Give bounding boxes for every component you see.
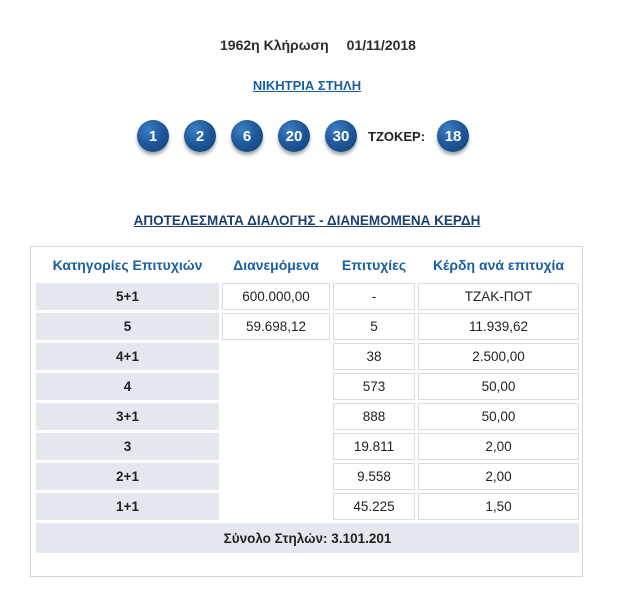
winners-cell: 5 <box>333 313 415 340</box>
number-ball: 20 <box>278 120 310 152</box>
prize-cell: 50,00 <box>418 403 579 430</box>
winners-cell: 38 <box>333 343 415 370</box>
results-table-container <box>30 246 583 577</box>
winners-cell: - <box>333 283 415 310</box>
table-row <box>36 283 579 310</box>
distributed-cell-empty <box>222 433 330 460</box>
number-ball: 6 <box>231 120 263 152</box>
table-row <box>36 463 579 490</box>
total-row <box>36 523 579 553</box>
number-ball: 30 <box>325 120 357 152</box>
distributed-cell-empty <box>222 403 330 430</box>
table-row <box>36 493 579 520</box>
header-prize: Κέρδη ανά επιτυχία <box>432 257 565 273</box>
winners-cell: 573 <box>333 373 415 400</box>
category-cell: 3+1 <box>36 403 219 430</box>
prize-cell: 50,00 <box>418 373 579 400</box>
header-winners: Επιτυχίες <box>341 257 407 273</box>
joker-ball: 18 <box>437 120 469 152</box>
table-row <box>36 373 579 400</box>
number-ball: 2 <box>184 120 216 152</box>
results-title: ΑΠΟΤΕΛΕΣΜΑΤΑ ΔΙΑΛΟΓΗΣ - ΔΙΑΝΕΜΟΜΕΝΑ ΚΕΡΔΗ <box>133 213 481 228</box>
distributed-cell: 59.698,12 <box>222 313 330 340</box>
category-cell: 5+1 <box>36 283 219 310</box>
winning-column-link[interactable]: ΝΙΚΗΤΡΙΑ ΣΤΗΛΗ <box>252 78 362 93</box>
distributed-cell-empty <box>222 373 330 400</box>
header-categories: Κατηγορίες Επιτυχιών <box>52 257 203 273</box>
header-distributed: Διανεμόμενα <box>233 257 319 273</box>
table-row <box>36 403 579 430</box>
winners-cell: 19.811 <box>333 433 415 460</box>
category-cell: 5 <box>36 313 219 340</box>
prize-cell: ΤΖΑΚ-ΠΟΤ <box>418 283 579 310</box>
prize-cell: 2.500,00 <box>418 343 579 370</box>
prize-cell: 2,00 <box>418 463 579 490</box>
winning-numbers <box>137 120 484 152</box>
joker-label: ΤΖΟΚΕΡ: <box>368 128 426 144</box>
number-ball: 1 <box>137 120 169 152</box>
prize-cell: 11.939,62 <box>418 313 579 340</box>
winners-cell: 888 <box>333 403 415 430</box>
category-cell: 4 <box>36 373 219 400</box>
draw-header <box>0 37 636 53</box>
category-cell: 4+1 <box>36 343 219 370</box>
draw-date: 01/11/2018 <box>346 37 416 53</box>
winners-cell: 9.558 <box>333 463 415 490</box>
category-cell: 1+1 <box>36 493 219 520</box>
draw-number: 1962η Κλήρωση <box>220 37 329 53</box>
prize-cell: 1,50 <box>418 493 579 520</box>
distributed-cell-empty <box>222 493 330 520</box>
prize-cell: 2,00 <box>418 433 579 460</box>
category-cell: 2+1 <box>36 463 219 490</box>
distributed-cell-empty <box>222 343 330 370</box>
table-row <box>36 313 579 340</box>
winners-cell: 45.225 <box>333 493 415 520</box>
distributed-cell-empty <box>222 463 330 490</box>
category-cell: 3 <box>36 433 219 460</box>
total-columns: Σύνολο Στηλών: 3.101.201 <box>36 523 579 553</box>
table-row <box>36 343 579 370</box>
distributed-cell: 600.000,00 <box>222 283 330 310</box>
results-table <box>33 247 582 556</box>
table-row <box>36 433 579 460</box>
